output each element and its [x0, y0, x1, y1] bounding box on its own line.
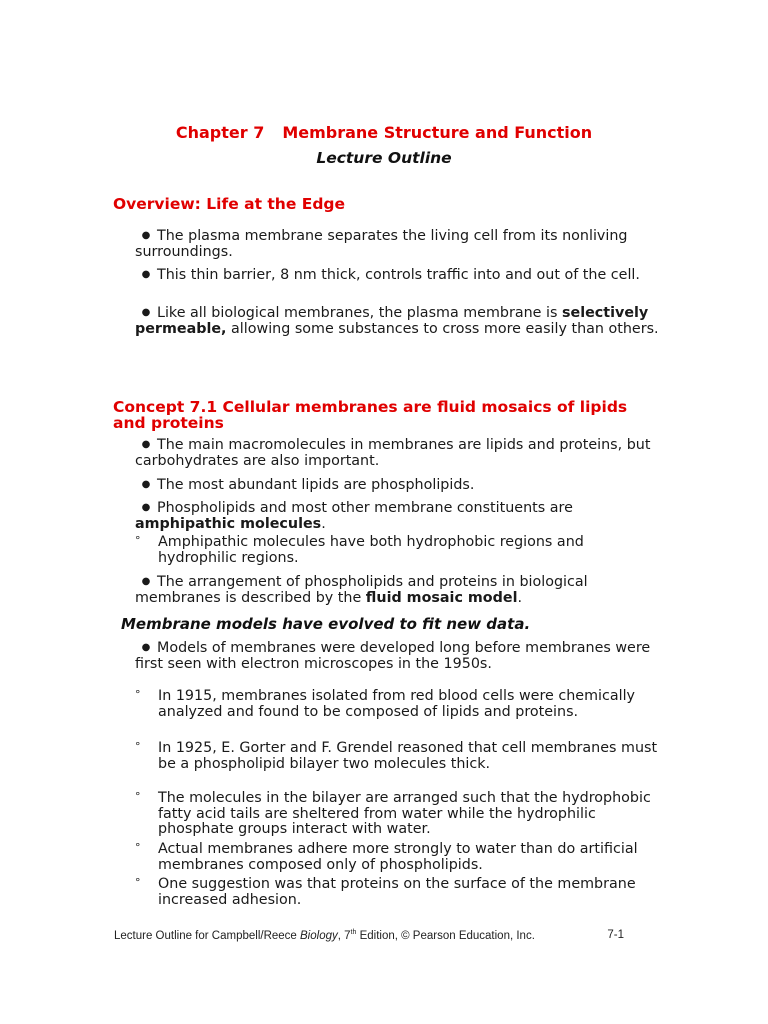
overview-heading: Overview: Life at the Edge	[113, 195, 346, 213]
bullet-icon: ●	[141, 479, 151, 490]
page-footer: Lecture Outline for Campbell/Reece Biology, 7th Edition, © Pearson Education, Inc. 7-1	[114, 929, 624, 942]
concept-bullet-1: ● The main macromolecules in membranes are lipids and proteins, but carbohydrates are also important.	[135, 437, 651, 469]
sub-bullet-icon: °	[135, 534, 141, 547]
lecture-outline-subtitle: Lecture Outline	[316, 149, 452, 167]
book-title: Biology	[300, 929, 338, 942]
concept-bullet-2: ● The most abundant lipids are phospholipids.	[135, 477, 660, 494]
bullet-icon: ●	[141, 230, 151, 241]
membrane-models-subheading: Membrane models have evolved to fit new data.	[121, 615, 531, 633]
key-term: amphipathic molecules	[135, 515, 322, 532]
bullet-icon: ●	[141, 576, 151, 587]
overview-bullet-2: ● This thin barrier, 8 nm thick, controls traffic into and out of the cell.	[135, 267, 660, 284]
sub-bullet-icon: °	[135, 688, 141, 701]
models-sub-3: ° The molecules in the bilayer are arranged such that the hydrophobic fatty acid tails are sheltered from water while the hydrophilic phosphate groups interact with water.	[135, 790, 651, 837]
sub-bullet-icon: °	[135, 790, 141, 803]
models-sub-1: ° In 1915, membranes isolated from red blood cells were chemically analyzed and found to be composed of lipids and proteins.	[135, 688, 636, 720]
bullet-icon: ●	[141, 439, 151, 450]
models-sub-5: ° One suggestion was that proteins on the surface of the membrane increased adhesion.	[135, 876, 636, 908]
bullet-icon: ●	[141, 502, 151, 513]
sub-bullet-icon: °	[135, 740, 141, 753]
concept-bullet-4: ● The arrangement of phospholipids and proteins in biological membranes is described by the fluid mosaic model.	[135, 574, 588, 606]
bullet-icon: ●	[141, 642, 151, 653]
chapter-name: Membrane Structure and Function	[282, 123, 593, 142]
key-term: fluid mosaic model	[365, 589, 518, 606]
models-sub-2: ° In 1925, E. Gorter and F. Grendel reasoned that cell membranes must be a phospholipid bilayer two molecules thick.	[135, 740, 658, 772]
models-sub-4: ° Actual membranes adhere more strongly to water than do artificial membranes composed only of phospholipids.	[135, 841, 638, 873]
overview-bullet-3: ● Like all biological membranes, the plasma membrane is selectively permeable, allowing some substances to cross more easily than others.	[135, 305, 659, 337]
models-bullet-1: ● Models of membranes were developed long before membranes were first seen with electron microscopes in the 1950s.	[135, 640, 651, 672]
overview-bullet-1: ● The plasma membrane separates the living cell from its nonliving surroundings.	[135, 228, 628, 260]
key-term: selectively permeable,	[135, 305, 649, 337]
sub-bullet-icon: °	[135, 841, 141, 854]
concept-sub-1: ° Amphipathic molecules have both hydrophobic regions and hydrophilic regions.	[135, 534, 584, 566]
bullet-icon: ●	[141, 269, 151, 280]
concept-bullet-3: ● Phospholipids and most other membrane constituents are amphipathic molecules.	[135, 500, 573, 532]
page-number: 7-1	[607, 929, 624, 941]
bullet-icon: ●	[141, 307, 151, 318]
sub-bullet-icon: °	[135, 876, 141, 889]
chapter-number: Chapter 7	[175, 123, 265, 142]
concept-7-1-heading: Concept 7.1 Cellular membranes are fluid mosaics of lipids and proteins	[113, 398, 628, 432]
chapter-title	[0, 123, 768, 142]
